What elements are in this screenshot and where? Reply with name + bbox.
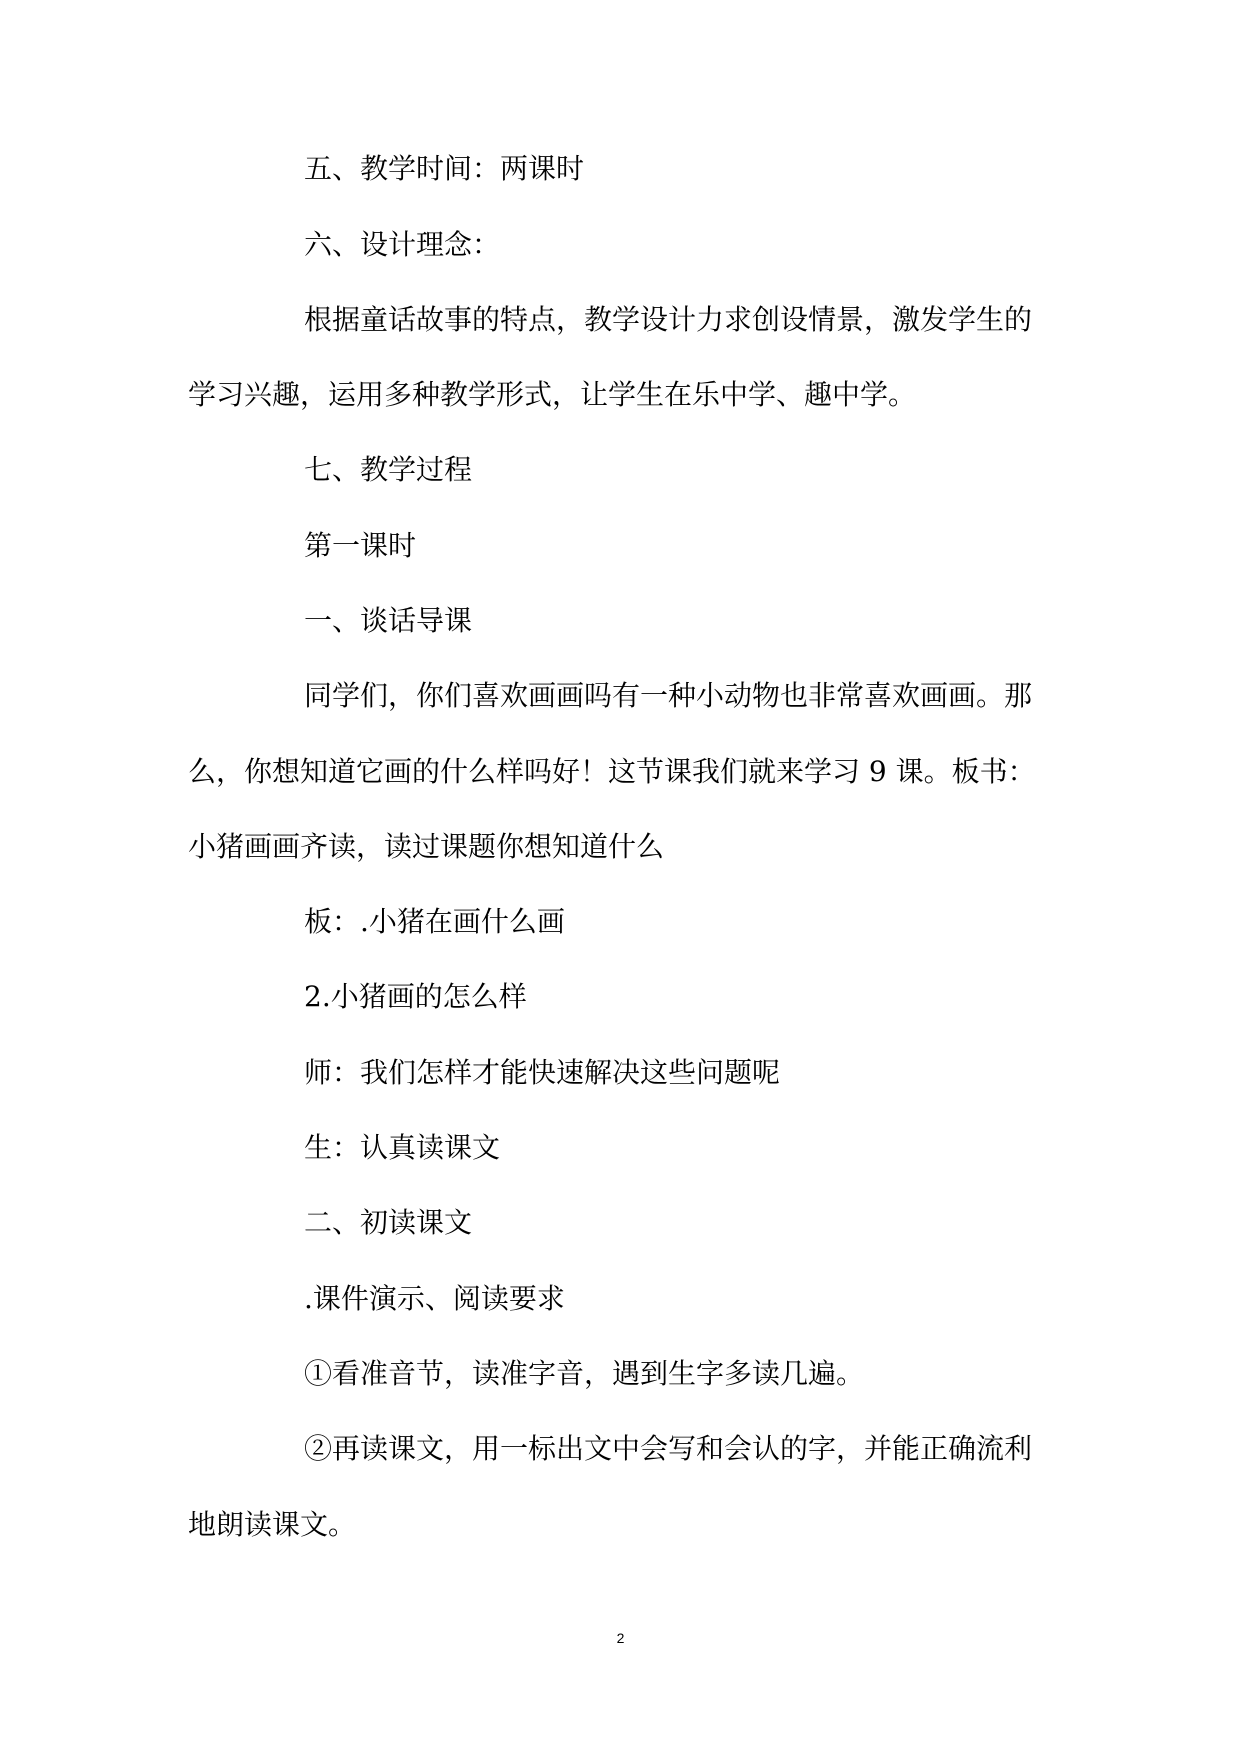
paragraph-line: ①看准音节，读准字音，遇到生字多读几遍。	[304, 1357, 865, 1390]
paragraph-line: 五、教学时间：两课时	[304, 152, 585, 185]
paragraph-line: 六、设计理念：	[304, 228, 501, 261]
paragraph-line: 根据童话故事的特点，教学设计力求创设情景，激发学生的	[304, 303, 1033, 336]
paragraph-line: ②再读课文，用一标出文中会写和会认的字，并能正确流利	[304, 1432, 1033, 1465]
page-number: 2	[616, 1630, 625, 1646]
paragraph-line: 二、初读课文	[304, 1206, 473, 1239]
paragraph-line: 同学们，你们喜欢画画吗有一种小动物也非常喜欢画画。那	[304, 679, 1033, 712]
paragraph-line: 板：.小猪在画什么画	[304, 905, 565, 938]
paragraph-line: 一、谈话导课	[304, 604, 473, 637]
paragraph-line: 2.小猪画的怎么样	[304, 980, 527, 1013]
paragraph-line: .课件演示、阅读要求	[304, 1282, 565, 1315]
paragraph-line: 师：我们怎样才能快速解决这些问题呢	[304, 1056, 781, 1089]
paragraph-line: 生：认真读课文	[304, 1131, 501, 1164]
paragraph-line: 地朗读课文。	[188, 1508, 357, 1541]
paragraph-line: 七、教学过程	[304, 453, 473, 486]
paragraph-line: 第一课时	[304, 529, 417, 562]
paragraph-line: 小猪画画齐读，读过课题你想知道什么	[188, 830, 665, 863]
paragraph-line: 么，你想知道它画的什么样吗好！这节课我们就来学习 9 课。板书：	[188, 755, 1036, 788]
paragraph-line: 学习兴趣，运用多种教学形式，让学生在乐中学、趣中学。	[188, 378, 917, 411]
